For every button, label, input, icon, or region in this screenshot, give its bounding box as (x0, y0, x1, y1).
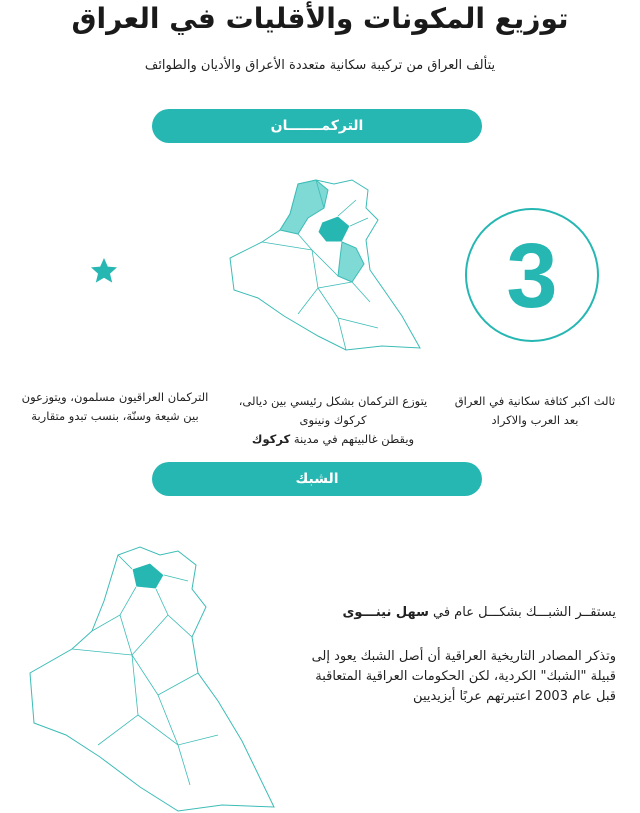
star-shape (91, 258, 117, 283)
crescent-star-icon (42, 226, 162, 346)
number-circle (462, 205, 602, 345)
iraq-map-turkmen (228, 178, 424, 350)
turkmen-fact-religion: التركمان العراقيون مسلمون، ويتوزعون بين شيعة وسنّة، بنسب تبدو متقاربة (21, 390, 209, 423)
page-subtitle: يتألف العراق من تركيبة سكانية متعددة الأعراق والأديان والطوائف (144, 58, 496, 73)
turkmen-fact-distribution: يتوزع التركمان بشكل رئيسي بين ديالى، كركوك ونينوى ويقطن غالبيتهم في مدينة كركوك (238, 394, 428, 446)
turkmen-fact-population: ثالث اكبر كثافة سكانية في العراق بعد العرب والاكراد (454, 394, 616, 427)
shabak-history-text: وتذكر المصادر التاريخية العراقية أن أصل الشبك يعود إلى قبيلة "الشبك" الكردية، لكن الحكومات العراقية المتعاقبة قبل عام 2003 اعتبرتهم عربًا أيزيديين (311, 649, 616, 704)
section-pill-shabak: الشبك (152, 462, 482, 496)
page-title: توزيع المكونات والأقليات في العراق (71, 2, 569, 35)
section-pill-turkmen: التركمـــــــان (152, 109, 482, 143)
shabak-location-text: يستقــر الشبـــك بشكـــل عام في سهل نينـــوى (342, 605, 616, 620)
iraq-map-shabak (28, 545, 280, 813)
big-number: 3 (506, 225, 558, 327)
crescent-shape (51, 232, 158, 337)
